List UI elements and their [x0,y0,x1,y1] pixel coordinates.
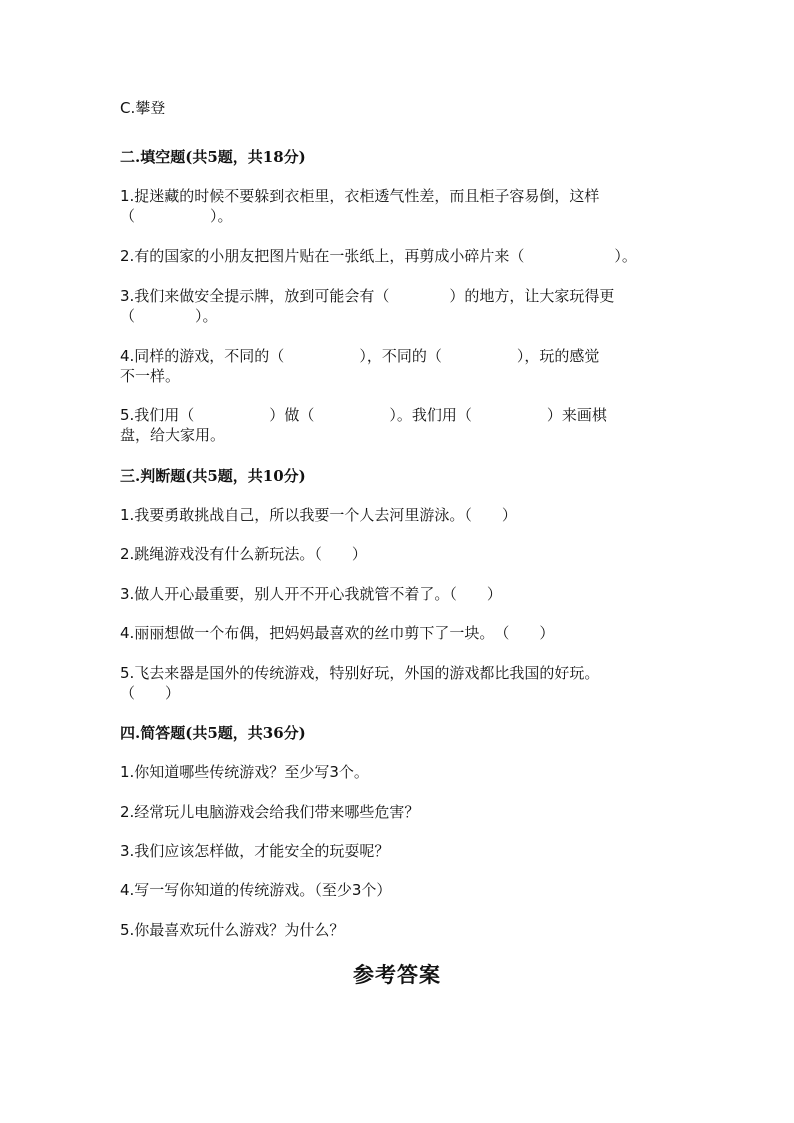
short-q5: 5.你最喜欢玩什么游戏？为什么？ [120,921,345,939]
short-q2: 2.经常玩儿电脑游戏会给我们带来哪些危害？ [120,803,420,821]
judge-q5-line1: 5.飞去来器是国外的传统游戏，特别好玩，外国的游戏都比我国的好玩。 [120,664,600,682]
option-c-climb: C.攀登 [120,99,166,117]
fill-q4-line2: 不一样。 [120,367,181,385]
section-fill-in-heading: 二.填空题(共5题，共18分) [120,148,306,166]
answer-key-title: 参考答案 [353,962,441,987]
judge-q1: 1.我要勇敢挑战自己，所以我要一个人去河里游泳。（ ） [120,506,517,524]
fill-q2: 2.有的国家的小朋友把图片贴在一张纸上，再剪成小碎片来（ ）。 [120,247,637,265]
judge-q5-line2: （ ） [120,684,181,702]
fill-q4-line1: 4.同样的游戏，不同的（ ），不同的（ ），玩的感觉 [120,347,600,365]
fill-q1-line1: 1.捉迷藏的时候不要躲到衣柜里，衣柜透气性差，而且柜子容易倒，这样 [120,187,600,205]
short-q4: 4.写一写你知道的传统游戏。（至少3个） [120,881,392,899]
judge-q2: 2.跳绳游戏没有什么新玩法。（ ） [120,545,367,563]
judge-q3: 3.做人开心最重要，别人开不开心我就管不着了。（ ） [120,585,502,603]
fill-q3-line2: （ ）。 [120,307,218,325]
fill-q5-line2: 盘，给大家用。 [120,426,226,444]
short-q1: 1.你知道哪些传统游戏？至少写3个。 [120,763,369,781]
short-q3: 3.我们应该怎样做，才能安全的玩耍呢？ [120,842,390,860]
section-short-answer-heading: 四.简答题(共5题，共36分) [120,724,306,742]
section-judgment-heading: 三.判断题(共5题，共10分) [120,467,306,485]
fill-q3-line1: 3.我们来做安全提示牌，放到可能会有（ ）的地方，让大家玩得更 [120,287,615,305]
fill-q5-line1: 5.我们用（ ）做（ ）。我们用（ ）来画棋 [120,406,607,424]
fill-q1-line2: （ ）。 [120,207,233,225]
judge-q4: 4.丽丽想做一个布偶，把妈妈最喜欢的丝巾剪下了一块。 （ ） [120,624,555,642]
